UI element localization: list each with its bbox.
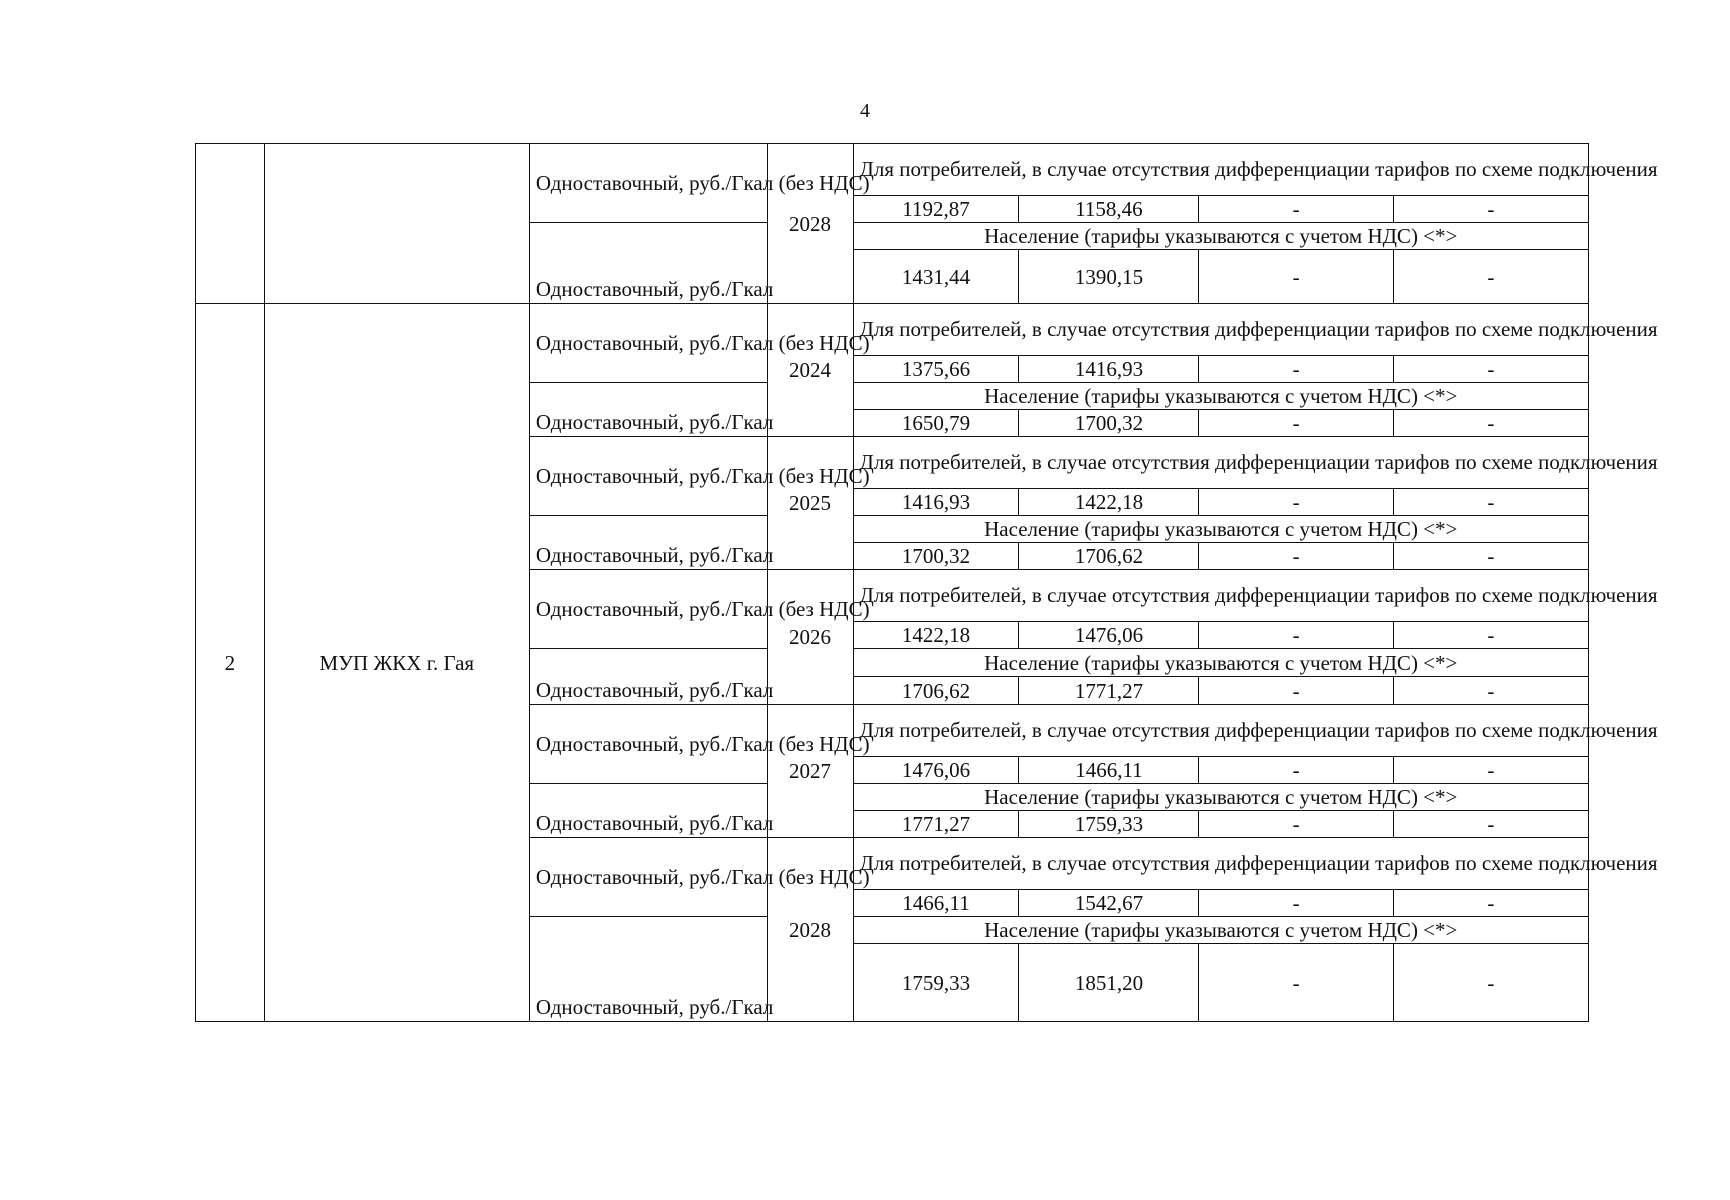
value-cell: 1706,62 [1019, 543, 1199, 570]
value-cell: - [1199, 622, 1393, 649]
year-cell: 2026 [767, 570, 853, 705]
tariff-table [195, 143, 1658, 1022]
value-cell: - [1393, 944, 1588, 1022]
value-cell: 1706,62 [853, 677, 1019, 705]
value-cell: - [1393, 356, 1588, 383]
tariff-type-no-vat: Одноставочный, руб./Гкал (без НДС) [529, 144, 767, 223]
value-cell: - [1393, 196, 1588, 223]
consumers-header: Для потребителей, в случае отсутствия дифференциации тарифов по схеме подключения [853, 838, 1588, 890]
tariff-type-no-vat: Одноставочный, руб./Гкал (без НДС) [529, 570, 767, 649]
value-cell: 1759,33 [1019, 811, 1199, 838]
value-cell: 1759,33 [853, 944, 1019, 1022]
value-cell: - [1393, 811, 1588, 838]
consumers-header: Для потребителей, в случае отсутствия дифференциации тарифов по схеме подключения [853, 144, 1588, 196]
population-header: Население (тарифы указываются с учетом НДС) <*> [853, 784, 1588, 811]
value-cell: 1650,79 [853, 410, 1019, 437]
value-cell: 1466,11 [853, 890, 1019, 917]
value-cell: 1431,44 [853, 250, 1019, 304]
value-cell: - [1393, 677, 1588, 705]
value-cell: - [1393, 622, 1588, 649]
row-number-cell [196, 144, 265, 304]
value-cell: 1416,93 [1019, 356, 1199, 383]
tariff-type-no-vat: Одноставочный, руб./Гкал (без НДС) [529, 437, 767, 516]
value-cell: 1771,27 [1019, 677, 1199, 705]
tariff-type-no-vat: Одноставочный, руб./Гкал (без НДС) [529, 705, 767, 784]
value-cell: - [1393, 489, 1588, 516]
value-cell: - [1199, 250, 1393, 304]
year-cell: 2025 [767, 437, 853, 570]
tariff-type-no-vat: Одноставочный, руб./Гкал (без НДС) [529, 304, 767, 383]
value-cell: 1771,27 [853, 811, 1019, 838]
value-cell: - [1393, 890, 1588, 917]
tariff-type-with-vat: Одноставочный, руб./Гкал [529, 649, 767, 705]
tariff-type-with-vat: Одноставочный, руб./Гкал [529, 383, 767, 437]
tariff-type-with-vat: Одноставочный, руб./Гкал [529, 223, 767, 304]
value-cell: - [1199, 410, 1393, 437]
value-cell: - [1199, 356, 1393, 383]
year-cell: 2027 [767, 705, 853, 838]
consumers-header: Для потребителей, в случае отсутствия дифференциации тарифов по схеме подключения [853, 304, 1588, 356]
value-cell: - [1199, 944, 1393, 1022]
population-header: Население (тарифы указываются с учетом НДС) <*> [853, 516, 1588, 543]
value-cell: - [1199, 811, 1393, 838]
org-name-cell [264, 144, 529, 304]
value-cell: - [1199, 196, 1393, 223]
tariff-type-with-vat: Одноставочный, руб./Гкал [529, 784, 767, 838]
value-cell: 1192,87 [853, 196, 1019, 223]
value-cell: - [1199, 757, 1393, 784]
value-cell: 1158,46 [1019, 196, 1199, 223]
year-cell: 2028 [767, 144, 853, 304]
value-cell: - [1393, 543, 1588, 570]
table-row [196, 144, 1589, 196]
value-cell: - [1199, 543, 1393, 570]
value-cell: - [1393, 410, 1588, 437]
population-header: Население (тарифы указываются с учетом НДС) <*> [853, 383, 1588, 410]
value-cell: 1700,32 [1019, 410, 1199, 437]
value-cell: - [1393, 757, 1588, 784]
value-cell: 1466,11 [1019, 757, 1199, 784]
value-cell: 1542,67 [1019, 890, 1199, 917]
value-cell: - [1199, 890, 1393, 917]
value-cell: - [1199, 677, 1393, 705]
year-cell: 2028 [767, 838, 853, 1022]
page-number: 4 [860, 100, 870, 122]
table-row [196, 304, 1589, 356]
value-cell: 1422,18 [1019, 489, 1199, 516]
tariff-type-with-vat: Одноставочный, руб./Гкал [529, 917, 767, 1022]
tariff-type-no-vat: Одноставочный, руб./Гкал (без НДС) [529, 838, 767, 917]
population-header: Население (тарифы указываются с учетом НДС) <*> [853, 649, 1588, 677]
org-name-cell: МУП ЖКХ г. Гая [264, 304, 529, 1022]
value-cell: 1416,93 [853, 489, 1019, 516]
value-cell: 1700,32 [853, 543, 1019, 570]
consumers-header: Для потребителей, в случае отсутствия дифференциации тарифов по схеме подключения [853, 437, 1588, 489]
row-number-cell: 2 [196, 304, 265, 1022]
value-cell: 1390,15 [1019, 250, 1199, 304]
year-cell: 2024 [767, 304, 853, 437]
value-cell: 1375,66 [853, 356, 1019, 383]
population-header: Население (тарифы указываются с учетом НДС) <*> [853, 917, 1588, 944]
consumers-header: Для потребителей, в случае отсутствия дифференциации тарифов по схеме подключения [853, 570, 1588, 622]
tariff-type-with-vat: Одноставочный, руб./Гкал [529, 516, 767, 570]
value-cell: - [1199, 489, 1393, 516]
value-cell: 1422,18 [853, 622, 1019, 649]
consumers-header: Для потребителей, в случае отсутствия дифференциации тарифов по схеме подключения [853, 705, 1588, 757]
value-cell: 1476,06 [1019, 622, 1199, 649]
population-header: Население (тарифы указываются с учетом НДС) <*> [853, 223, 1588, 250]
value-cell: 1476,06 [853, 757, 1019, 784]
value-cell: - [1393, 250, 1588, 304]
value-cell: 1851,20 [1019, 944, 1199, 1022]
